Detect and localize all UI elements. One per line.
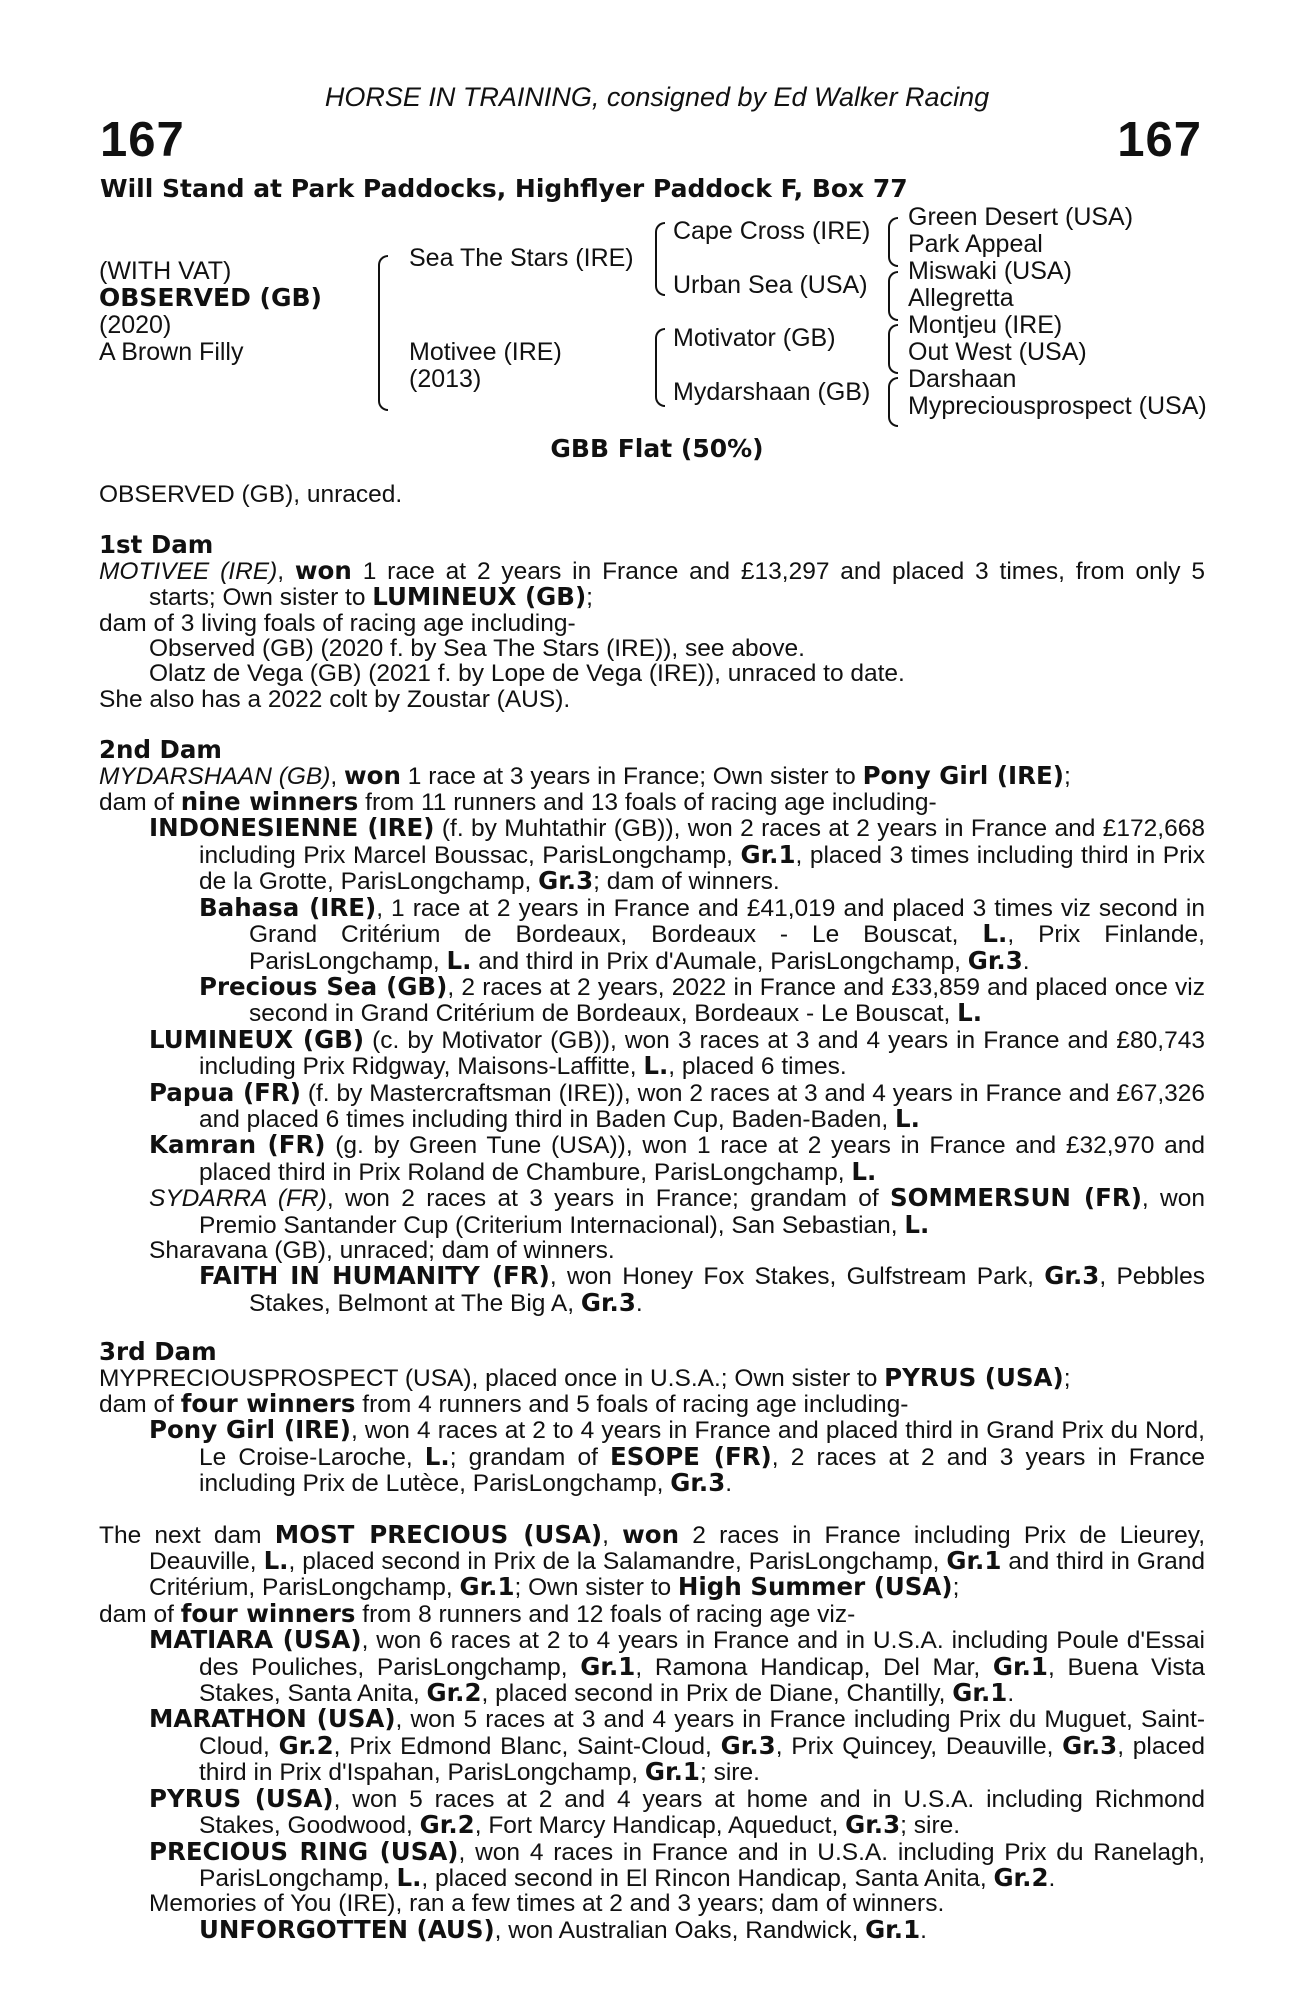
- horse-description: A Brown Filly: [99, 338, 244, 366]
- foal-entry: Olatz de Vega (GB) (2021 f. by Lope de Vega (IRE)), unraced to date.: [149, 660, 905, 688]
- produce-entry: Sharavana (GB), unraced; dam of winners.: [149, 1236, 615, 1264]
- produce-entry: MATIARA (USA), won 6 races at 2 to 4 years in France and in U.S.A. including Poule d'Essai des Pouliches, ParisLongchamp, Gr.1, Ramona Handicap, Del Mar, Gr.1, Buena Vista Stakes, Santa Anita, Gr.2, placed second in Prix de Diane, Chantilly, Gr.1.: [149, 1625, 1205, 1708]
- next-dam-summary: The next dam MOST PRECIOUS (USA), won 2 races in France including Prix de Lieurey, Deauville, L., placed second in Prix de la Salamandre, ParisLongchamp, Gr.1 and third in Grand Critérium, ParisLongchamp, Gr.1; Own sister to High Summer (USA);: [99, 1519, 1206, 1602]
- second-dam-produce: dam of nine winners from 11 runners and 13 foals of racing age including-: [99, 787, 937, 817]
- pedigree-brace: [888, 217, 898, 267]
- g4-ancestor: Park Appeal: [908, 230, 1043, 258]
- first-dam-note: She also has a 2022 colt by Zoustar (AUS).: [99, 685, 571, 713]
- foal-entry: Observed (GB) (2020 f. by Sea The Stars (IRE)), see above.: [149, 635, 805, 663]
- g4-ancestor: Montjeu (IRE): [908, 311, 1063, 339]
- sire-sire-name: Cape Cross (IRE): [673, 217, 871, 245]
- dam-sire-name: Motivator (GB): [673, 324, 836, 352]
- lot-number-left: 167: [100, 113, 185, 167]
- pedigree-brace: [888, 377, 898, 427]
- produce-entry: PRECIOUS RING (USA), won 4 races in France and in U.S.A. including Prix du Ranelagh, ParisLongchamp, L., placed second in El Rincon Handicap, Santa Anita, Gr.2.: [149, 1836, 1205, 1892]
- second-dam-summary: MYDARSHAAN (GB), won 1 race at 3 years in France; Own sister to Pony Girl (IRE);: [99, 760, 1071, 790]
- produce-entry: Bahasa (IRE), 1 race at 2 years in France and £41,019 and placed 3 times viz second in Grand Critérium de Bordeaux, Bordeaux - Le Bouscat, L., Prix Finlande, ParisLongchamp, L. and third in Prix d'Aumale, ParisLongchamp, Gr.3.: [199, 892, 1205, 975]
- g4-ancestor: Allegretta: [908, 284, 1014, 312]
- stand-location: Will Stand at Park Paddocks, Highflyer Paddock F, Box 77: [100, 174, 908, 203]
- next-dam-produce: dam of four winners from 8 runners and 12 foals of racing age viz-: [99, 1598, 856, 1628]
- pedigree-brace: [888, 324, 898, 374]
- third-dam-produce: dam of four winners from 4 runners and 5 foals of racing age including-: [99, 1389, 909, 1418]
- g4-ancestor: Out West (USA): [908, 338, 1087, 366]
- produce-entry: FAITH IN HUMANITY (FR), won Honey Fox Stakes, Gulfstream Park, Gr.3, Pebbles Stakes, Belmont at The Big A, Gr.3.: [199, 1261, 1205, 1317]
- horse-name: OBSERVED (GB): [99, 283, 322, 312]
- dam-year: (2013): [409, 365, 482, 393]
- sire-dam-name: Urban Sea (USA): [673, 271, 868, 299]
- produce-entry: UNFORGOTTEN (AUS), won Australian Oaks, Randwick, Gr.1.: [199, 1914, 927, 1944]
- pedigree-brace: [655, 328, 665, 407]
- lot-number-right: 167: [1117, 113, 1202, 167]
- first-dam-heading: 1st Dam: [99, 530, 214, 560]
- rating-label: GBB Flat (50%): [550, 434, 764, 463]
- dam-dam-name: Mydarshaan (GB): [673, 378, 871, 406]
- produce-entry: SYDARRA (FR), won 2 races at 3 years in France; grandam of SOMMERSUN (FR), won Premio Santander Cup (Criterium Internacional), San Sebastian, L.: [149, 1183, 1206, 1239]
- produce-entry: Memories of You (IRE), ran a few times at 2 and 3 years; dam of winners.: [149, 1890, 945, 1918]
- produce-entry: INDONESIENNE (IRE) (f. by Muhtathir (GB)), won 2 races at 2 years in France and £172,668 including Prix Marcel Boussac, ParisLongchamp, Gr.1, placed 3 times including third in Prix de la Grotte, ParisLongchamp, Gr.3; dam of winners.: [149, 813, 1205, 896]
- horse-year: (2020): [99, 311, 172, 339]
- third-dam-summary: MYPRECIOUSPROSPECT (USA), placed once in U.S.A.; Own sister to PYRUS (USA);: [99, 1362, 1071, 1392]
- second-dam-heading: 2nd Dam: [99, 735, 222, 765]
- g4-ancestor: Darshaan: [908, 365, 1017, 393]
- produce-entry: PYRUS (USA), won 5 races at 2 and 4 years at home and in U.S.A. including Richmond Stakes, Goodwood, Gr.2, Fort Marcy Handicap, Aqueduct, Gr.3; sire.: [149, 1783, 1205, 1840]
- produce-entry: Papua (FR) (f. by Mastercraftsman (IRE)), won 2 races at 3 and 4 years in France and £67,326 and placed 6 times including third in Baden Cup, Baden-Baden, L.: [149, 1077, 1206, 1133]
- vat-label: (WITH VAT): [99, 257, 232, 285]
- produce-entry: Pony Girl (IRE), won 4 races at 2 to 4 years in France and placed third in Grand Prix du Nord, Le Croise-Laroche, L.; grandam of ESOPE (FR), 2 races at 2 and 3 years in France including Prix de Lutèce, ParisLongchamp, Gr.3.: [149, 1415, 1205, 1498]
- produce-entry: LUMINEUX (GB) (c. by Motivator (GB)), won 3 races at 3 and 4 years in France and £80,743 including Prix Ridgway, Maisons-Laffitte, L., placed 6 times.: [149, 1024, 1205, 1081]
- first-dam-produce: dam of 3 living foals of racing age including-: [99, 609, 576, 637]
- third-dam-heading: 3rd Dam: [99, 1337, 217, 1367]
- g4-ancestor: Miswaki (USA): [908, 257, 1072, 285]
- produce-entry: Kamran (FR) (g. by Green Tune (USA)), won 1 race at 2 years in France and £32,970 and placed third in Prix Roland de Chambure, ParisLongchamp, L.: [149, 1130, 1205, 1186]
- catalogue-header: HORSE IN TRAINING, consigned by Ed Walker Racing: [324, 82, 990, 112]
- pedigree-brace: [655, 222, 665, 296]
- g4-ancestor: Mypreciousprospect (USA): [908, 392, 1207, 420]
- first-dam-summary: MOTIVEE (IRE), won 1 race at 2 years in France and £13,297 and placed 3 times, from only 5 starts; Own sister to LUMINEUX (GB);: [99, 555, 1205, 612]
- produce-entry: Precious Sea (GB), 2 races at 2 years, 2022 in France and £33,859 and placed once viz second in Grand Critérium de Bordeaux, Bordeaux - Le Bouscat, L.: [199, 971, 1205, 1028]
- intro-line: OBSERVED (GB), unraced.: [99, 481, 403, 508]
- catalogue-body: [99, 482, 1205, 1943]
- pedigree-brace: [888, 271, 898, 321]
- sire-name: Sea The Stars (IRE): [409, 244, 634, 272]
- g4-ancestor: Green Desert (USA): [908, 203, 1134, 231]
- produce-entry: MARATHON (USA), won 5 races at 3 and 4 years in France including Prix du Muguet, Saint-Cloud, Gr.2, Prix Edmond Blanc, Saint-Cloud, Gr.3, Prix Quincey, Deauville, Gr.3, placed third in Prix d'Ispahan, ParisLongchamp, Gr.1; sire.: [149, 1704, 1205, 1787]
- dam-name: Motivee (IRE): [409, 338, 562, 366]
- pedigree-brace: [378, 255, 388, 411]
